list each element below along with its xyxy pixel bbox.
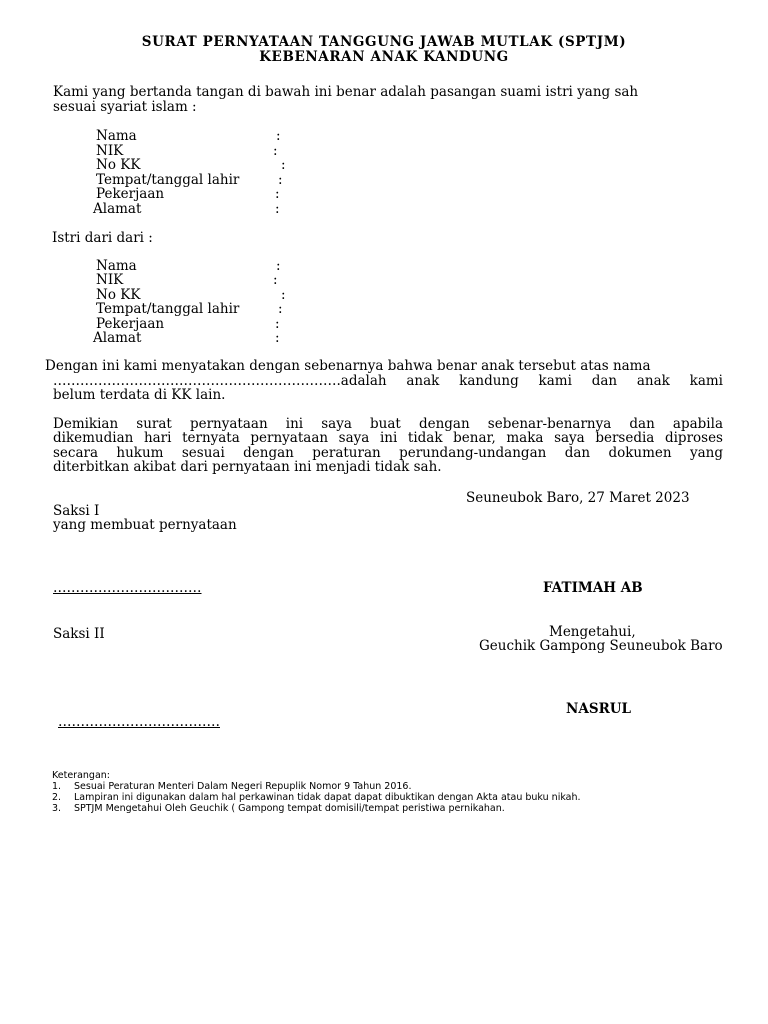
note-text: SPTJM Mengetahui Oleh Geuchik ( Gampong tempat domisili/tempat peristiwa pernikahan. <box>74 803 505 814</box>
document-title-line1: SURAT PERNYATAAN TANGGUNG JAWAB MUTLAK (SPTJM) <box>141 34 627 50</box>
closing-line: Demikian surat pernyataan ini saya buat dengan sebenar-benarnya dan apabila <box>53 416 723 432</box>
field-label: Nama <box>96 258 137 274</box>
field-label: Pekerjaan <box>96 186 165 202</box>
field-separator: : <box>278 172 283 188</box>
field-label: NIK <box>96 143 124 159</box>
field-separator: : <box>275 201 280 217</box>
statement-line3: belum terdata di KK lain. <box>53 387 226 403</box>
field-label: Nama <box>96 128 137 144</box>
maker-name: FATIMAH AB <box>543 580 643 596</box>
field-label: Pekerjaan <box>96 316 165 332</box>
note-text: Sesuai Peraturan Menteri Dalam Negeri Repuplik Nomor 9 Tahun 2016. <box>74 781 412 792</box>
note-number: 3. <box>52 803 62 814</box>
field-label: NIK <box>96 272 124 288</box>
saksi1-label: Saksi I <box>53 503 100 519</box>
field-separator: : <box>273 272 278 288</box>
document-title-line2: KEBENARAN ANAK KANDUNG <box>259 49 509 65</box>
field-separator: : <box>276 258 281 274</box>
note-number: 2. <box>52 792 62 803</box>
official-name: NASRUL <box>566 701 632 717</box>
intro-line1: Kami yang bertanda tangan di bawah ini benar adalah pasangan suami istri yang sah <box>53 84 639 100</box>
field-label: Alamat <box>93 201 142 217</box>
field-label: Alamat <box>93 330 142 346</box>
field-label: Tempat/tanggal lahir <box>96 301 240 317</box>
note-number: 1. <box>52 781 62 792</box>
field-label: No KK <box>96 287 141 303</box>
statement-line1: Dengan ini kami menyatakan dengan sebenarnya bahwa benar anak tersebut atas nama <box>45 358 651 374</box>
field-separator: : <box>275 186 280 202</box>
field-separator: : <box>281 157 286 173</box>
saksi2-label: Saksi II <box>53 626 105 642</box>
saksi1-signature-line: …………………………… <box>53 580 202 596</box>
field-separator: : <box>275 330 280 346</box>
saksi2-signature-line: ……………………………… <box>58 714 220 730</box>
field-separator: : <box>278 301 283 317</box>
intro-line2: sesuai syariat islam : <box>53 99 197 115</box>
closing-line: secara hukum sesuai dengan peraturan perundang-undangan dan dokumen yang <box>53 445 723 461</box>
field-label: No KK <box>96 157 141 173</box>
official-title: Geuchik Gampong Seuneubok Baro <box>479 638 723 654</box>
field-separator: : <box>276 128 281 144</box>
closing-line: diterbitkan akibat dari pernyataan ini menjadi tidak sah. <box>53 459 442 475</box>
field-separator: : <box>275 316 280 332</box>
closing-line: dikemudian hari ternyata pernyataan saya ini tidak benar, maka saya bersedia diproses <box>53 430 723 446</box>
note-text: Lampiran ini digunakan dalam hal perkawinan tidak dapat dapat dibuktikan dengan Akta atau buku nikah. <box>74 792 581 803</box>
notes-title: Keterangan: <box>52 770 110 781</box>
statement-line2: ……………………………………………………….adalah anak kandung kami dan anak kami <box>53 373 723 389</box>
wife-intro: Istri dari dari : <box>52 230 153 246</box>
field-separator: : <box>281 287 286 303</box>
place-date: Seuneubok Baro, 27 Maret 2023 <box>466 490 690 506</box>
maker-label: yang membuat pernyataan <box>53 517 237 533</box>
acknowledge-label: Mengetahui, <box>549 624 636 640</box>
field-separator: : <box>273 143 278 159</box>
field-label: Tempat/tanggal lahir <box>96 172 240 188</box>
